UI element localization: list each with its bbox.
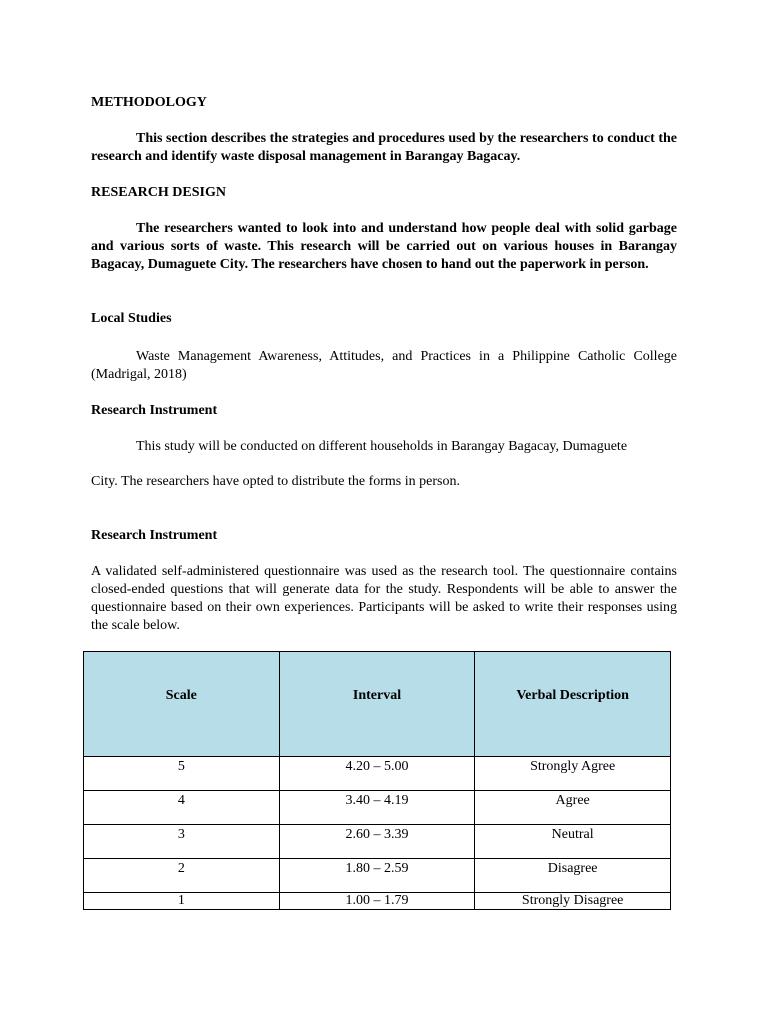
methodology-heading: METHODOLOGY [91, 95, 207, 110]
local-studies-heading: Local Studies [91, 311, 172, 326]
table-cell-scale: 4 [84, 791, 280, 825]
research-instrument-heading-1: Research Instrument [91, 403, 218, 418]
table-cell-interval: 3.40 – 4.19 [279, 791, 475, 825]
table-header-row [84, 652, 671, 757]
table-cell-scale: 1 [84, 893, 280, 910]
table-cell-interval: 1.80 – 2.59 [279, 859, 475, 893]
methodology-paragraph: This section describes the strategies and procedures used by the researchers to conduct the research and identify waste disposal management in Barangay Bagacay. [91, 131, 677, 164]
table-row [84, 791, 671, 825]
table-cell-scale: 3 [84, 825, 280, 859]
table-cell-description: Neutral [475, 825, 671, 859]
table-cell-description: Agree [475, 791, 671, 825]
table-row [84, 859, 671, 893]
local-studies-paragraph: Waste Management Awareness, Attitudes, and Practices in a Philippine Catholic College (Madrigal, 2018) [91, 349, 677, 382]
table-row [84, 825, 671, 859]
table-cell-description: Strongly Disagree [475, 893, 671, 910]
research-design-paragraph: The researchers wanted to look into and understand how people deal with solid garbage and various sorts of waste. This research will be carried out on various houses in Barangay Bagacay, Dumaguete City. The researchers have chosen to hand out the paperwork in person. [91, 221, 677, 272]
research-instrument-line-2: City. The researchers have opted to distribute the forms in person. [91, 474, 460, 489]
table-header-verbal-description: Verbal Description [475, 652, 671, 757]
table-cell-scale: 5 [84, 757, 280, 791]
research-design-heading: RESEARCH DESIGN [91, 185, 226, 200]
table-cell-scale: 2 [84, 859, 280, 893]
table-header-scale: Scale [84, 652, 280, 757]
table-cell-interval: 1.00 – 1.79 [279, 893, 475, 910]
scale-table [83, 651, 671, 910]
table-row [84, 757, 671, 791]
research-instrument-paragraph: A validated self-administered questionnaire was used as the research tool. The questionnaire contains closed-ended questions that will generate data for the study. Respondents will be able to answer the questionnaire based on their own experiences. Participants will be asked to write their responses using the scale below. [91, 564, 677, 633]
table-row [84, 893, 671, 910]
table-cell-interval: 2.60 – 3.39 [279, 825, 475, 859]
table-cell-description: Strongly Agree [475, 757, 671, 791]
research-instrument-heading-2: Research Instrument [91, 528, 218, 543]
table-cell-interval: 4.20 – 5.00 [279, 757, 475, 791]
table-cell-description: Disagree [475, 859, 671, 893]
research-instrument-line-1: This study will be conducted on different households in Barangay Bagacay, Dumaguete [136, 439, 628, 454]
table-header-interval: Interval [279, 652, 475, 757]
